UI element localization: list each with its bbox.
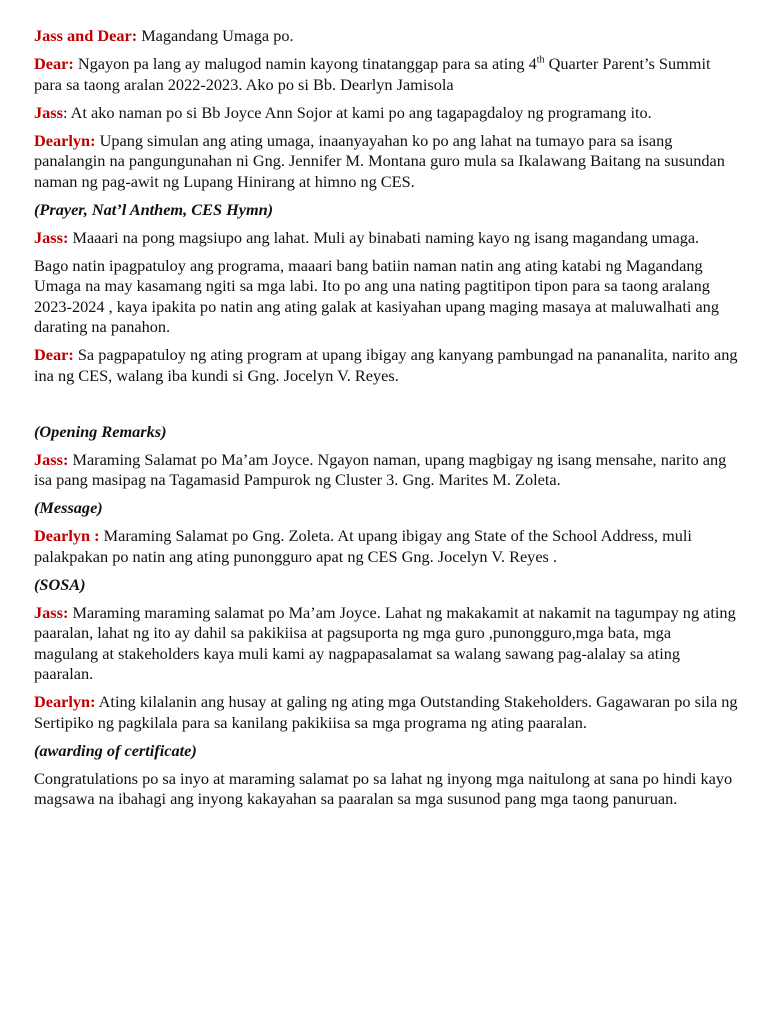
speaker-label: Dear: — [34, 54, 74, 73]
speaker-label: Jass: — [34, 602, 69, 622]
ordinal-suffix: th — [536, 54, 545, 66]
speaker-label: Jass: — [34, 227, 69, 247]
line-text: Upang simulan ang ating umaga, inaanyayahan ko po ang lahat na tumayo para sa isang panalangin na pangungunahan ni Gng. Jennifer M. Montana guro mula sa Ikalawang Baitang na susundan naman ng pag-awit ng Lupang Hinirang at himno ng CES. — [34, 130, 725, 191]
speaker-label: Jass: — [34, 449, 69, 469]
line-text: Maaari na pong magsiupo ang lahat. Muli ay binabati naming kayo ng isang magandang umaga. — [68, 227, 700, 247]
line-text: Quarter Parent’s Summit para sa taong aralan 2022-2023. Ako po si Bb. Dearlyn Jamisola — [34, 54, 711, 94]
stage-cue: (awarding of certificate) — [34, 740, 197, 760]
line-text: Ating kilalanin ang husay at galing ng ating mga Outstanding Stakeholders. Gagawaran po sila ng Sertipiko ng pagkilala para sa kanilang pakikiisa sa mga programa ng ating paaralan. — [34, 692, 738, 732]
speaker-label: Dearlyn : — [34, 526, 100, 545]
script-paragraph: Bago natin ipagpatuloy ang programa, maaari bang batiin naman natin ang ating katabi ng Magandang Umaga na may kasamang ngiti sa mga labi. Ito po ang una nating pagtitipon tipon para sa taong aralang 2023-2024 , kaya ipakita po natin ang ating galak at kasiyahan upang maging masaya at maluwalhati ang darating na panahon. — [34, 255, 719, 336]
script-line — [34, 692, 739, 733]
line-text: Maraming maraming salamat po Ma’am Joyce. Lahat ng makakamit at nakamit na tagumpay ng ating paaralan, lahat ng ito ay dahil sa pakikiisa at pagsuporta ng mga guro ,punongguro,mga bata, mga magulang at stakeholders kaya muli kami ay nagpapasalamat sa walang sawang pag-alalay sa ating paaralan. — [34, 602, 736, 683]
stage-cue: (Opening Remarks) — [34, 421, 167, 441]
line-text: Magandang Umaga po. — [137, 26, 294, 45]
script-line — [34, 450, 739, 491]
speaker-label: Jass — [34, 102, 63, 122]
line-text: Maraming Salamat po Gng. Zoleta. At upang ibigay ang State of the School Address, muli palakpakan po natin ang ating punongguro apat ng CES Gng. Jocelyn V. Reyes . — [34, 526, 692, 566]
stage-cue: (SOSA) — [34, 574, 86, 594]
speaker-label: Jass and Dear: — [34, 26, 138, 45]
speaker-label: Dearlyn: — [34, 130, 96, 150]
line-text: : At ako naman po si Bb Joyce Ann Sojor at kami po ang tagapagdaloy ng programang ito. — [62, 102, 652, 122]
blank-space — [34, 394, 739, 422]
line-text: Maraming Salamat po Ma’am Joyce. Ngayon naman, upang magbigay ng isang mensahe, narito ang isa pang masipag na Tagamasid Pampurok ng Cluster 3. Gng. Marites M. Zoleta. — [34, 449, 727, 489]
script-line — [34, 228, 739, 249]
script-paragraph: Congratulations po sa inyo at maraming salamat po sa lahat ng inyong mga naitulong at sana po hindi kayo magsawa na ibahagi ang inyong kakayahan sa paaralan sa mga susunod pang mga taong panuruan. — [34, 768, 733, 808]
script-line — [34, 345, 739, 386]
stage-cue: (Prayer, Nat’l Anthem, CES Hymn) — [34, 199, 274, 219]
line-text: Ngayon pa lang ay malugod namin kayong tinatanggap para sa ating 4 — [73, 54, 537, 73]
speaker-label: Dear: — [34, 345, 74, 364]
line-text: Sa pagpapatuloy ng ating program at upang ibigay ang kanyang pambungad na pananalita, narito ang ina ng CES, walang iba kundi si Gng. Jocelyn V. Reyes. — [34, 345, 738, 385]
stage-cue: (Message) — [34, 498, 103, 517]
script-line — [34, 526, 739, 567]
program-script — [34, 26, 739, 817]
script-line — [34, 131, 739, 193]
script-line — [34, 54, 739, 95]
speaker-label: Dearlyn: — [34, 692, 96, 711]
script-line — [34, 603, 739, 685]
script-line — [34, 26, 739, 47]
script-line — [34, 103, 739, 124]
